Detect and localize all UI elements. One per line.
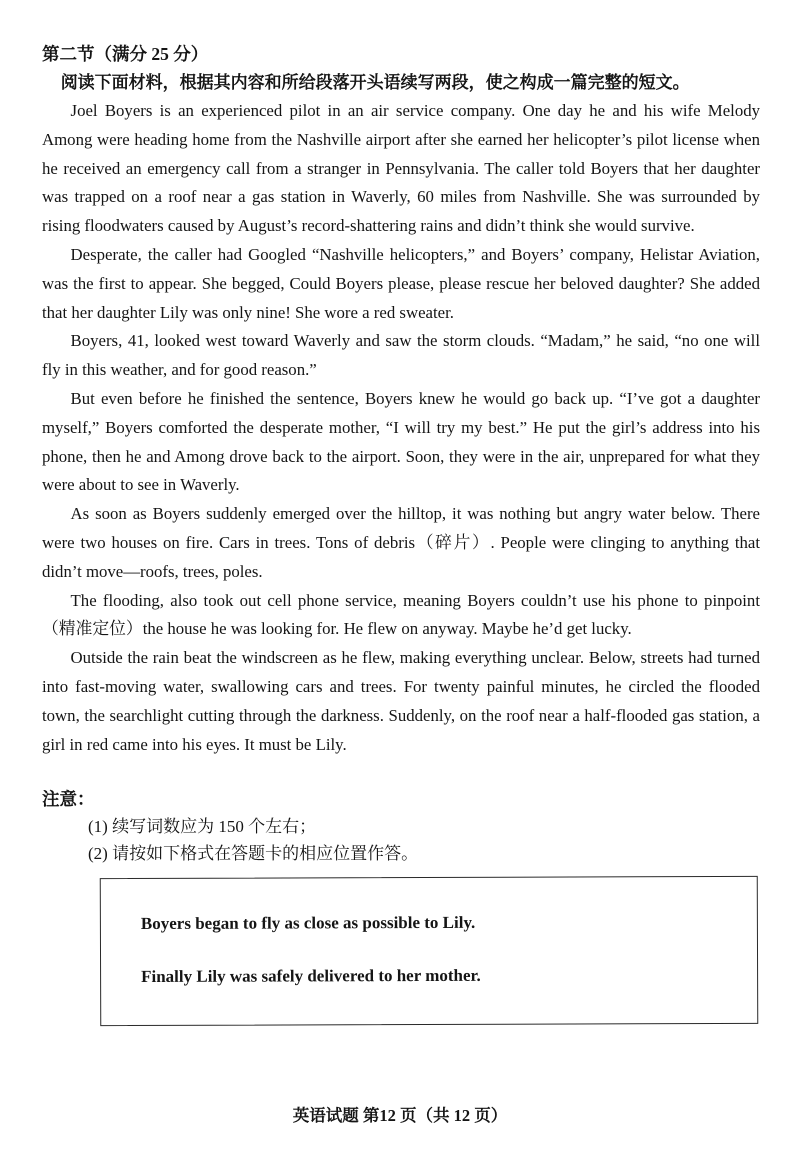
section-heading: 第二节（满分 25 分）	[42, 44, 209, 64]
notes-heading: 注意：	[42, 789, 95, 810]
writing-instruction: 阅读下面材料，根据其内容和所给段落开头语续写两段，使之构成一篇完整的短文。	[60, 73, 690, 92]
passage-paragraph: Outside the rain beat the windscreen as he flew, making everything unclear. Below, streets had turned into fast-moving water, swallowing cars and trees. For twenty painful minutes, he circled the flooded town, the searchlight cutting through the darkness. Suddenly, on the roof near a half-flooded gas station, a girl in red came into his eyes. It must be Lily.	[42, 648, 760, 754]
page-footer: 英语试题 第12 页（共 12 页）	[292, 1106, 508, 1125]
answer-format-box	[100, 876, 759, 1026]
answer-opening-sentence-1: Boyers began to fly as close as possible to Lily.	[140, 913, 476, 934]
answer-opening-sentence-2: Finally Lily was safely delivered to her mother.	[141, 966, 481, 987]
notes-section	[42, 785, 760, 867]
note-item-1: (1) 续写词数应为 150 个左右；	[88, 817, 317, 837]
passage-paragraph: Joel Boyers is an experienced pilot in an air service company. One day he and his wife Melody Among were heading home from the Nashville airport after she earned her helicopter’s pilot license when he received an emergency call from a stranger in Pennsylvania. The caller told Boyers that her daughter was trapped on a roof near a gas station in Waverly, 60 miles from Nashville. She was surrounded by rising floodwaters caused by August’s record-shattering rains and didn’t think she would survive.	[42, 101, 760, 236]
passage-paragraph: But even before he finished the sentence, Boyers knew he would go back up. “I’ve got a daughter myself,” Boyers comforted the desperate mother, “I will try my best.” He put the girl’s address into his phone, then he and Among drove back to the airport. Soon, they were in the air, unprepared for what they were about to see in Waverly.	[42, 388, 760, 495]
reading-passage	[42, 97, 760, 759]
passage-paragraph: As soon as Boyers suddenly emerged over the hilltop, it was nothing but angry water below. There were two houses on fire. Cars in trees. Tons of debris（碎片）. People were clinging to anything that didn’t move—roofs, trees, poles.	[42, 504, 760, 581]
passage-paragraph: The flooding, also took out cell phone service, meaning Boyers couldn’t use his phone to pinpoint（精准定位）the house he was looking for. He flew on anyway. Maybe he’d get lucky.	[42, 590, 760, 639]
note-item-2: (2) 请按如下格式在答题卡的相应位置作答。	[88, 844, 419, 864]
passage-paragraph: Desperate, the caller had Googled “Nashville helicopters,” and Boyers’ company, Helistar Aviation, was the first to appear. She begged, Could Boyers please, please rescue her beloved daughter? She added that her daughter Lily was only nine! She wore a red sweater.	[42, 244, 760, 322]
passage-paragraph: Boyers, 41, looked west toward Waverly and saw the storm clouds. “Madam,” he said, “no one will fly in this weather, and for good reason.”	[42, 331, 760, 380]
